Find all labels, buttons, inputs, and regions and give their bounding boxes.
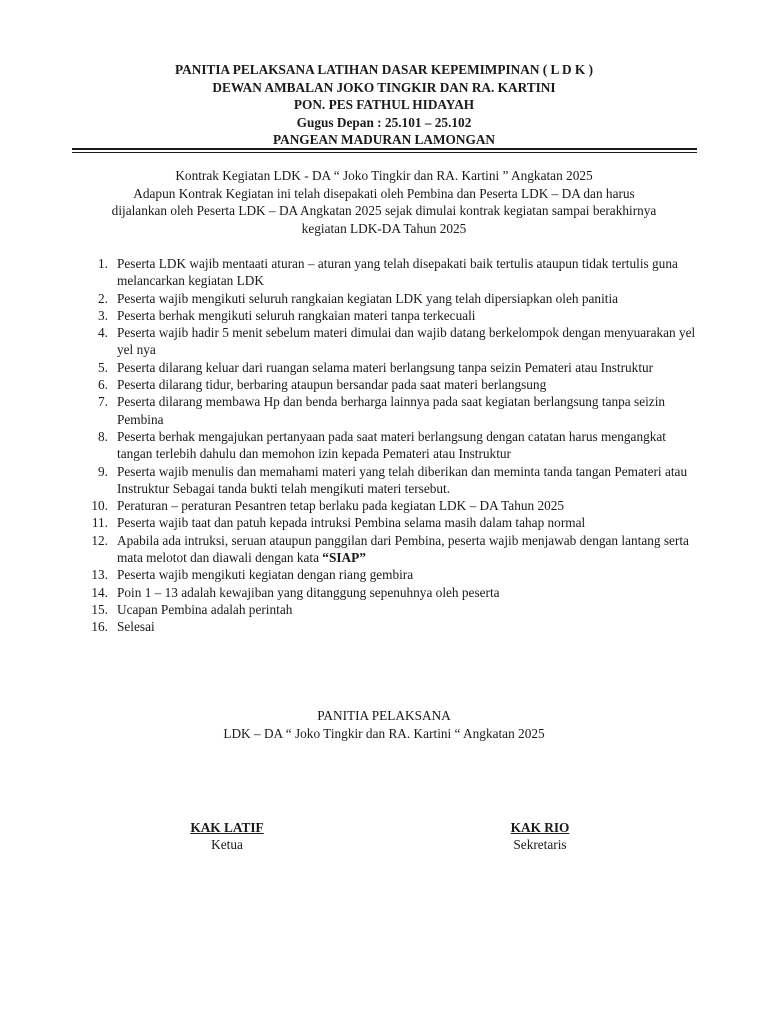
- signature-name: KAK LATIF: [190, 820, 264, 835]
- signature-role: Ketua: [211, 837, 243, 852]
- intro-text-line: kegiatan LDK-DA Tahun 2025: [301, 220, 467, 236]
- signature-role: Sekretaris: [513, 837, 567, 852]
- letterhead-divider-thin: [72, 152, 697, 153]
- rule-number: 6.: [98, 377, 108, 393]
- rule-number: 3.: [98, 307, 108, 323]
- rule-item: [88, 324, 700, 359]
- letterhead-line-school: PON. PES FATHUL HIDAYAH: [293, 97, 475, 113]
- rule-text: Peraturan – peraturan Pesantren tetap berlaku pada kegiatan LDK – DA Tahun 2025: [117, 498, 565, 514]
- rule-item: [88, 393, 700, 428]
- signoff-event: LDK – DA “ Joko Tingkir dan RA. Kartini “ Angkatan 2025: [223, 725, 545, 741]
- rule-item: [88, 359, 700, 376]
- rule-item: [88, 255, 700, 290]
- signature-chairman: [127, 819, 327, 853]
- rule-text: Peserta berhak mengikuti seluruh rangkaian materi tanpa terkecuali: [117, 307, 476, 323]
- rule-item: [88, 601, 700, 618]
- letterhead-line-council: DEWAN AMBALAN JOKO TINGKIR DAN RA. KARTINI: [212, 79, 556, 95]
- rule-text: Poin 1 – 13 adalah kewajiban yang ditanggung sepenuhnya oleh peserta: [117, 584, 500, 600]
- contract-intro: [60, 167, 708, 237]
- rule-number: 9.: [98, 463, 108, 479]
- rule-item: [88, 290, 700, 307]
- rule-text: Peserta wajib menulis dan memahami materi yang telah diberikan dan meminta tanda tangan Pemateri atau Instruktur Sebagai tanda bukti telah mengikuti materi tersebut.: [117, 463, 688, 496]
- rule-text: Peserta dilarang membawa Hp dan benda berharga lainnya pada saat kegiatan berlangsung tanpa seizin Pembina: [117, 394, 666, 427]
- rule-number: 8.: [98, 428, 108, 444]
- rule-item: [88, 566, 700, 583]
- rule-item: [88, 618, 700, 635]
- contract-title: Kontrak Kegiatan LDK - DA “ Joko Tingkir dan RA. Kartini ” Angkatan 2025: [175, 168, 593, 183]
- letterhead-line-gugus-depan: Gugus Depan : 25.101 – 25.102: [296, 114, 472, 130]
- rule-number: 7.: [98, 394, 108, 410]
- rule-text: Peserta wajib mengikuti kegiatan dengan riang gembira: [117, 567, 414, 583]
- rule-text: Peserta dilarang tidur, berbaring ataupun bersandar pada saat materi berlangsung: [117, 377, 547, 393]
- rule-text: Ucapan Pembina adalah perintah: [117, 601, 293, 617]
- rule-text: Peserta wajib mengikuti seluruh rangkaian kegiatan LDK yang telah dipersiapkan oleh panitia: [117, 290, 619, 306]
- rule-item: [88, 584, 700, 601]
- rule-number: 14.: [91, 584, 108, 600]
- rule-number: 15.: [91, 601, 108, 617]
- rule-number: 11.: [91, 515, 108, 531]
- rule-text: Peserta berhak mengajukan pertanyaan pada saat materi berlangsung dengan catatan harus mengangkat tangan terlebih dahulu dan memohon izin kepada Pemateri atau Instruktur: [117, 428, 667, 462]
- letterhead-line-location: PANGEAN MADURAN LAMONGAN: [272, 132, 496, 148]
- letterhead: [0, 61, 768, 149]
- rule-text: Peserta wajib hadir 5 menit sebelum materi dimulai dan wajib datang berkelompok dengan menyuarakan yel yel nya: [117, 325, 696, 358]
- intro-text-line: Adapun Kontrak Kegiatan ini telah disepakati oleh Pembina dan Peserta LDK – DA dan harus: [133, 185, 635, 201]
- rule-text: Peserta dilarang keluar dari ruangan selama materi berlangsung tanpa seizin Pemateri atau Instruktur: [117, 359, 654, 375]
- rule-item: [88, 497, 700, 514]
- rule-text: Selesai: [117, 619, 155, 635]
- letterhead-divider-thick: [72, 148, 697, 150]
- rule-number: 12.: [91, 532, 108, 548]
- rule-number: 10.: [91, 498, 108, 514]
- rule-text: Apabila ada intruksi, seruan ataupun panggilan dari Pembina, peserta wajib menjawab dengan lantang serta mata melotot dan diawali dengan kata: [117, 532, 689, 566]
- rule-item: [88, 428, 700, 463]
- rule-number: 4.: [98, 325, 108, 341]
- rule-number: 16.: [91, 619, 108, 635]
- rule-item: [88, 307, 700, 324]
- rule-number: 1.: [98, 256, 108, 271]
- rule-text: Peserta LDK wajib mentaati aturan – aturan yang telah disepakati baik tertulis ataupun tidak tertulis guna melancarkan kegiatan LDK: [117, 256, 678, 289]
- signoff-block: [0, 707, 768, 742]
- rule-emphasis: “SIAP”: [322, 550, 366, 566]
- rules-list: [88, 255, 700, 636]
- rule-number: 13.: [91, 567, 108, 583]
- rule-item: [88, 463, 700, 498]
- signature-secretary: [440, 819, 640, 853]
- letterhead-line-committee: PANITIA PELAKSANA LATIHAN DASAR KEPEMIMPINAN ( L D K ): [174, 62, 594, 77]
- rule-number: 5.: [98, 359, 108, 375]
- intro-text-line: dijalankan oleh Peserta LDK – DA Angkatan 2025 sejak dimulai kontrak kegiatan sampai berakhirnya: [111, 203, 657, 219]
- rule-text: Peserta wajib taat dan patuh kepada intruksi Pembina selama masih dalam tahap normal: [117, 515, 586, 531]
- rule-item: [88, 514, 700, 531]
- signature-name: KAK RIO: [510, 820, 570, 835]
- signoff-committee: PANITIA PELAKSANA: [317, 708, 451, 723]
- rule-number: 2.: [98, 290, 108, 306]
- rule-item: [88, 376, 700, 393]
- rule-item: [88, 532, 700, 567]
